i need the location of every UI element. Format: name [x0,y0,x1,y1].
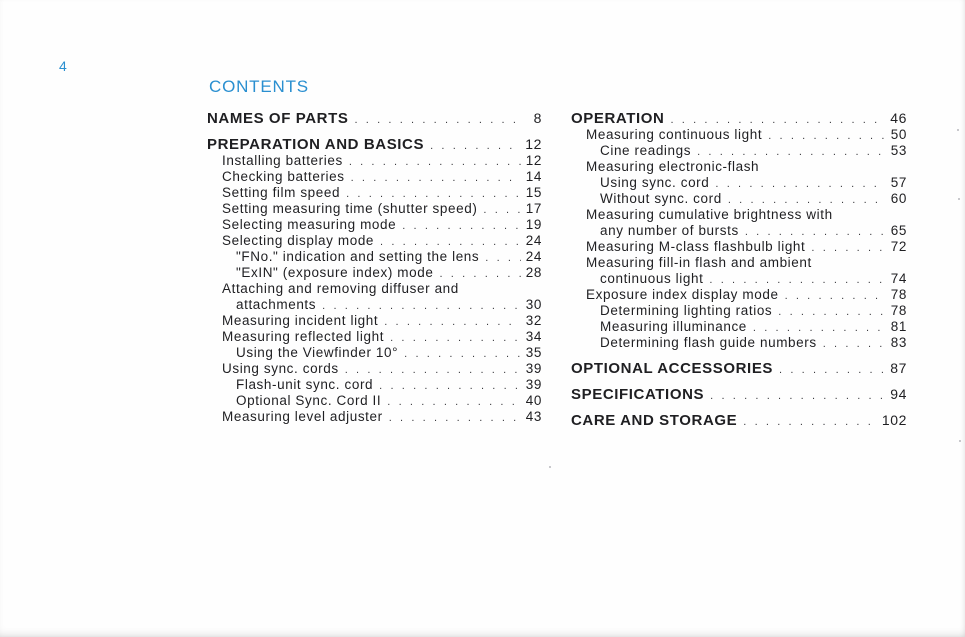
toc-entry-title: Measuring level adjuster [222,409,383,424]
toc-page-number: 57 [890,175,907,190]
toc-entry-title: Flash-unit sync. cord [236,377,374,392]
dot-leader [710,387,886,405]
toc-page-number: 78 [890,303,907,318]
toc-entry-title: Measuring reflected light [222,329,385,344]
toc-entry-title: Measuring incident light [222,313,379,328]
toc-entry-title: Checking batteries [222,169,345,184]
toc-page-number: 60 [890,191,907,206]
toc-entry [207,345,542,361]
toc-page-number: 39 [525,361,542,376]
toc-page-number: 14 [525,169,542,184]
toc-section [571,109,907,127]
dot-leader [390,330,521,346]
dot-leader [387,394,521,410]
toc-page-number: 50 [890,127,907,142]
toc-entry-title: Measuring fill-in flash and ambient [586,255,812,270]
toc-entry [207,217,542,233]
toc-entry [571,191,907,207]
page-number: 4 [59,58,68,74]
toc-page-number: 24 [525,233,542,248]
toc-entry [207,153,542,169]
toc-entry-title: Without sync. cord [600,191,722,206]
toc-entry [571,223,907,239]
dot-leader [349,154,521,170]
toc-page-number: 30 [525,297,542,312]
dot-leader [715,176,886,192]
toc-page-number: 12 [525,153,542,168]
toc-entry [571,127,907,143]
toc-entry [571,303,907,319]
toc-entry-title: Determining lighting ratios [600,303,773,318]
toc-entry-title: SPECIFICATIONS [571,386,705,403]
toc-entry [207,409,542,425]
dot-leader [430,137,521,155]
toc-entry-title: Using sync. cord [600,175,710,190]
dot-leader [811,240,886,256]
toc-entry-title: Using sync. cords [222,361,339,376]
toc-entry-title: NAMES OF PARTS [207,110,349,127]
toc-page-number: 24 [525,249,542,264]
toc-entry [571,175,907,191]
toc-entry-title: Selecting measuring mode [222,217,397,232]
toc-page-number: 40 [525,393,542,408]
dot-leader [768,128,886,144]
toc-section [207,135,542,153]
toc-entry-title: Cine readings [600,143,692,158]
dot-leader [345,362,521,378]
toc-entry [571,271,907,287]
dot-leader [697,144,886,160]
toc-page-number: 8 [533,110,542,126]
toc-entry-title: PREPARATION AND BASICS [207,136,425,153]
dot-leader [439,266,521,282]
toc-page-number: 28 [525,265,542,280]
toc-entry [207,169,542,185]
toc-entry [207,265,542,281]
toc-entry-title: Measuring cumulative brightness with [586,207,833,222]
toc-left-column [207,109,542,425]
toc-entry-title: Setting film speed [222,185,341,200]
toc-entry-title: "ExIN" (exposure index) mode [236,265,434,280]
toc-entry-title: Selecting display mode [222,233,375,248]
toc-entry-title: OPTIONAL ACCESSORIES [571,360,774,377]
toc-entry-title: Optional Sync. Cord II [236,393,382,408]
paper-speck [957,129,959,131]
toc-entry-title: Measuring electronic-flash [586,159,760,174]
dot-leader [379,378,521,394]
toc-page-number: 94 [890,386,907,402]
toc-entry [207,185,542,201]
toc-page-number: 81 [890,319,907,334]
toc-entry [571,159,907,175]
toc-entry [207,377,542,393]
toc-page-number: 34 [525,329,542,344]
dot-leader [728,192,886,208]
toc-page-number: 83 [890,335,907,350]
toc-page-number: 32 [525,313,542,328]
toc-page-number: 78 [890,287,907,302]
toc-entry-title: Attaching and removing diffuser and [222,281,459,296]
dot-leader [779,361,886,379]
toc-page-number: 53 [890,143,907,158]
dot-leader [785,288,886,304]
toc-right-column [571,109,907,429]
toc-section [207,109,542,127]
paper-speck [958,198,960,200]
toc-entry-title: attachments [236,297,317,312]
toc-entry [207,281,542,297]
dot-leader [389,410,521,426]
toc-entry-title: OPERATION [571,110,665,127]
toc-entry-title: Measuring M-class flashbulb light [586,239,806,254]
toc-entry-title: Measuring continuous light [586,127,763,142]
toc-entry [207,201,542,217]
toc-page-number: 72 [890,239,907,254]
toc-entry-title: Setting measuring time (shutter speed) [222,201,478,216]
toc-page-number: 87 [890,360,907,376]
dot-leader [380,234,521,250]
toc-page-number: 74 [890,271,907,286]
dot-leader [485,250,521,266]
dot-leader [743,413,879,431]
toc-page-number: 15 [525,185,542,200]
toc-entry [571,319,907,335]
toc-entry [207,393,542,409]
toc-page-number: 17 [525,201,542,216]
toc-entry [571,207,907,223]
toc-entry-title: Measuring illuminance [600,319,747,334]
toc-section [571,385,907,403]
toc-entry [207,249,542,265]
toc-entry-title: Using the Viewfinder 10° [236,345,399,360]
toc-entry-title: CARE AND STORAGE [571,412,738,429]
toc-page-number: 12 [525,136,542,152]
toc-section [571,359,907,377]
toc-page-number: 19 [525,217,542,232]
dot-leader [778,304,886,320]
toc-entry [571,255,907,271]
toc-entry-title: Exposure index display mode [586,287,779,302]
dot-leader [483,202,521,218]
toc-entry [571,335,907,351]
toc-entry [207,233,542,249]
toc-entry-title: Determining flash guide numbers [600,335,817,350]
toc-entry [571,287,907,303]
dot-leader [384,314,521,330]
dot-leader [402,218,521,234]
toc-page-number: 35 [525,345,542,360]
dot-leader [351,170,521,186]
dot-leader [354,111,521,129]
dot-leader [745,224,886,240]
toc-entry [207,329,542,345]
toc-page-number: 102 [881,412,907,428]
dot-leader [404,346,521,362]
toc-entry [207,313,542,329]
toc-entry-title: "FNo." indication and setting the lens [236,249,480,264]
toc-entry [571,143,907,159]
toc-entry [207,361,542,377]
dot-leader [823,336,886,352]
paper-speck [549,466,551,468]
toc-entry [207,297,542,313]
toc-page-number: 46 [890,110,907,126]
toc-page-number: 65 [890,223,907,238]
toc-entry-title: Installing batteries [222,153,343,168]
dot-leader [709,272,886,288]
toc-section [571,411,907,429]
dot-leader [322,298,521,314]
toc-page-number: 43 [525,409,542,424]
toc-entry-title: any number of bursts [600,223,739,238]
dot-leader [346,186,521,202]
toc-entry-title: continuous light [600,271,704,286]
toc-page-number: 39 [525,377,542,392]
toc-entry [571,239,907,255]
contents-heading: CONTENTS [209,77,309,96]
paper-speck [959,440,961,442]
dot-leader [753,320,886,336]
